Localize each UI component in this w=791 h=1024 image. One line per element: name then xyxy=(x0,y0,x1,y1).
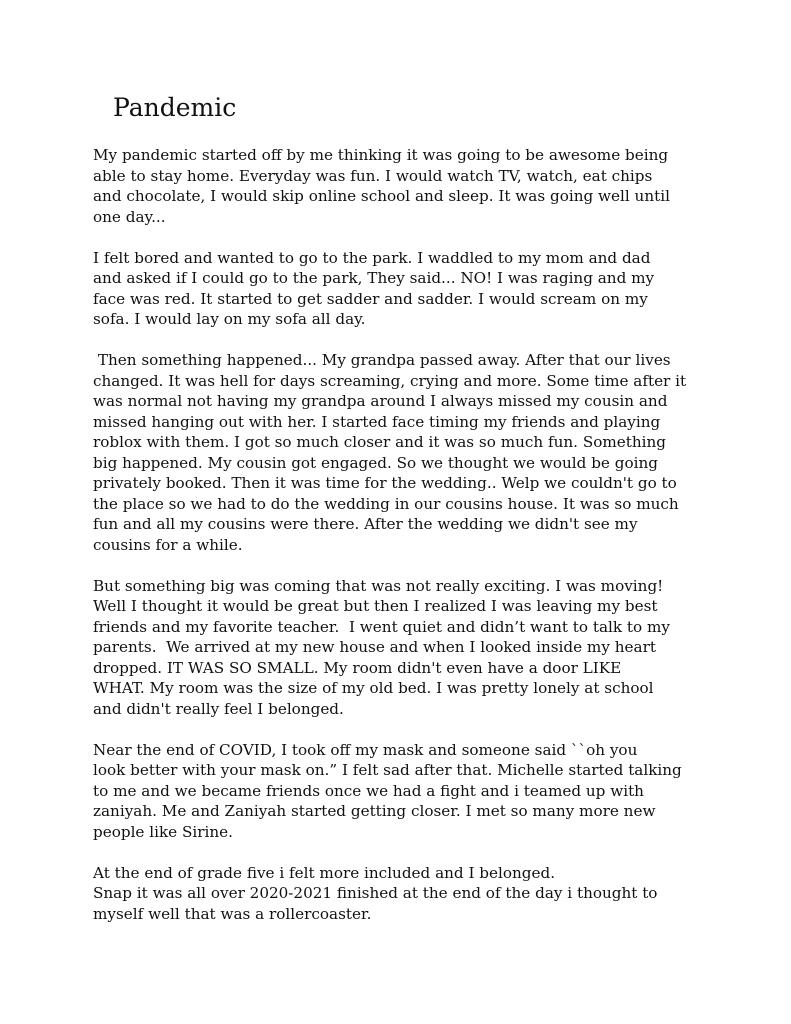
text-line: big happened. My cousin got engaged. So we thought we would be going xyxy=(93,453,658,472)
text-line: privately booked. Then it was time for the wedding.. Welp we couldn't go to xyxy=(93,474,677,492)
text-line: At the end of grade five i felt more included and I belonged. xyxy=(93,863,556,882)
text-line: people like Sirine. xyxy=(93,822,233,841)
text-line: and chocolate, I would skip online school and sleep. It was going well until xyxy=(93,187,670,205)
text-line: the place so we had to do the wedding in our cousins house. It was so much xyxy=(93,494,679,513)
body-text xyxy=(93,145,733,945)
paragraph xyxy=(93,576,733,720)
text-line: look better with your mask on.” I felt sad after that. Michelle started talking xyxy=(93,761,682,779)
text-line: to me and we became friends once we had a fight and i teamed up with xyxy=(93,781,644,800)
text-line: and asked if I could go to the park, They said... NO! I was raging and my xyxy=(93,269,655,287)
text-line: Near the end of COVID, I took off my mask and someone said ``oh you xyxy=(93,740,638,759)
text-line: I felt bored and wanted to go to the park. I waddled to my mom and dad xyxy=(93,248,651,267)
text-line: WHAT. My room was the size of my old bed. I was pretty lonely at school xyxy=(93,679,654,697)
paragraph xyxy=(93,350,733,555)
paragraph xyxy=(93,145,733,227)
text-line: one day... xyxy=(93,207,166,226)
text-line: was normal not having my grandpa around I always missed my cousin and xyxy=(93,392,668,410)
text-line: able to stay home. Everyday was fun. I would watch TV, watch, eat chips xyxy=(93,166,653,185)
text-line: face was red. It started to get sadder and sadder. I would scream on my xyxy=(93,289,648,308)
text-line: and didn't really feel I belonged. xyxy=(93,699,344,718)
text-line: myself well that was a rollercoaster. xyxy=(93,904,372,923)
text-line: Then something happened... My grandpa passed away. After that our lives xyxy=(93,351,671,369)
page-title: Pandemic xyxy=(113,93,237,122)
text-line: friends and my favorite teacher. I went quiet and didn’t want to talk to my xyxy=(93,617,670,636)
text-line: changed. It was hell for days screaming, crying and more. Some time after it xyxy=(93,371,687,390)
paragraph xyxy=(93,248,733,330)
text-line: But something big was coming that was not really exciting. I was moving! xyxy=(93,576,664,595)
text-line: My pandemic started off by me thinking it was going to be awesome being xyxy=(93,146,669,164)
text-line: parents. We arrived at my new house and when I looked inside my heart xyxy=(93,638,656,656)
text-line: fun and all my cousins were there. After the wedding we didn't see my xyxy=(93,515,638,533)
paragraph xyxy=(93,863,733,925)
paragraph xyxy=(93,740,733,843)
text-line: Well I thought it would be great but then I realized I was leaving my best xyxy=(93,597,658,615)
text-line: cousins for a while. xyxy=(93,535,243,554)
text-line: dropped. IT WAS SO SMALL. My room didn't even have a door LIKE xyxy=(93,658,622,677)
text-line: roblox with them. I got so much closer and it was so much fun. Something xyxy=(93,433,667,451)
text-line: missed hanging out with her. I started face timing my friends and playing xyxy=(93,412,661,431)
text-line: zaniyah. Me and Zaniyah started getting closer. I met so many more new xyxy=(93,802,656,820)
text-line: sofa. I would lay on my sofa all day. xyxy=(93,310,366,328)
text-line: Snap it was all over 2020-2021 finished at the end of the day i thought to xyxy=(93,884,658,902)
